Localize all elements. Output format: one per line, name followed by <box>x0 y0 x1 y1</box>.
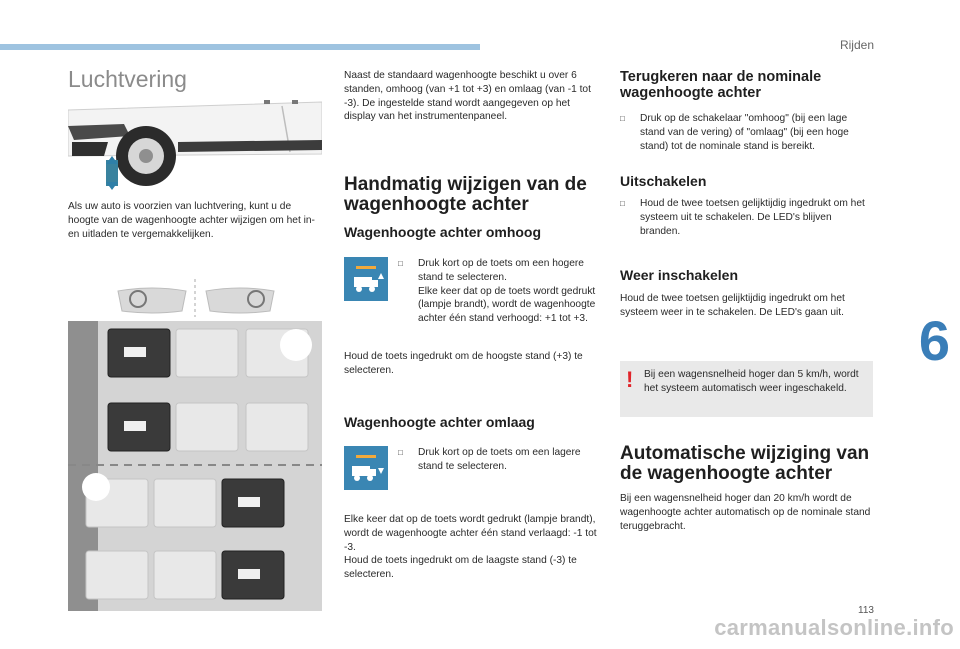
lower-note-2: Houd de toets ingedrukt om de laagste stand (-3) te selecteren. <box>344 555 577 581</box>
van-rear-illustration <box>68 98 322 190</box>
raise-note: Houd de toets ingedrukt om de hoogste stand (+3) te selecteren. <box>344 351 583 376</box>
watermark: carmanualsonline.info <box>714 615 954 640</box>
control-panel-illustration <box>68 273 322 611</box>
chapter-name: Rijden <box>839 38 874 52</box>
intro-text: Als uw auto is voorzien van luchtvering, kunt u de hoogte van de wagenhoogte achter wijzigen om het in- en uitladen te vergemakkelijken. <box>68 201 315 240</box>
lower-heading: Wagenhoogte achter omlaag <box>344 414 535 430</box>
return-heading: Terugkeren naar de nominale wagenhoogte achter <box>620 69 822 101</box>
standard-height-text: Naast de standaard wagenhoogte beschikt u over 6 standen, omhoog (van +1 tot +3) en omlaag (van -1 tot -3). De ingestelde stand wordt aangegeven op het display van het instrumentenpaneel. <box>344 70 591 123</box>
page-number: 113 <box>858 605 874 616</box>
raise-heading: Wagenhoogte achter omhoog <box>344 224 542 240</box>
lower-note-1: Elke keer dat op de toets wordt gedrukt (lampje brandt), wordt de wagenhoogte achter één stand verlaagd: -1 tot -3. <box>344 514 597 553</box>
enable-text: Houd de twee toetsen gelijktijdig ingedrukt om het systeem weer in te schakelen. De LED's gaan uit. <box>620 293 845 318</box>
enable-heading: Weer inschakelen <box>620 267 739 283</box>
auto-change-text: Bij een wagensnelheid hoger dan 20 km/h wordt de wagenhoogte achter automatisch op de nominale stand teruggebracht. <box>620 493 871 532</box>
return-bullet: □ Druk op de schakelaar "omhoog" (bij een lage stand van de vering) of "omlaag" (bij een hoge stand) tot de nominale stand is bereikt. <box>620 112 872 153</box>
warning-icon: ! <box>626 367 634 392</box>
manual-change-heading: Handmatig wijzigen van de wagenhoogte achter <box>344 174 587 215</box>
disable-bullet: □ Houd de twee toetsen gelijktijdig ingedrukt om het systeem uit te schakelen. De LED's blijven branden. <box>620 197 872 238</box>
lower-button-icon <box>344 446 388 490</box>
warning-text: Bij een wagensnelheid hoger dan 5 km/h, wordt het systeem automatisch weer ingeschakeld. <box>644 369 859 394</box>
raise-button-icon <box>344 257 388 301</box>
chapter-number: 6 <box>918 309 950 372</box>
lower-bullet: □ Druk kort op de toets om een lagere stand te selecteren. <box>398 446 596 474</box>
raise-bullet: □ Druk kort op de toets om een hogere stand te selecteren. <box>398 257 596 285</box>
page-title: Luchtvering <box>68 66 187 92</box>
warning-box <box>620 361 873 417</box>
header-accent-bar <box>0 44 480 50</box>
raise-detail: Elke keer dat op de toets wordt gedrukt (lampje brandt), wordt de wagenhoogte achter één stand verhoogd: +1 tot +3. <box>418 285 596 325</box>
disable-heading: Uitschakelen <box>620 173 707 189</box>
auto-change-heading: Automatische wijziging van de wagenhoogte achter <box>620 443 870 484</box>
